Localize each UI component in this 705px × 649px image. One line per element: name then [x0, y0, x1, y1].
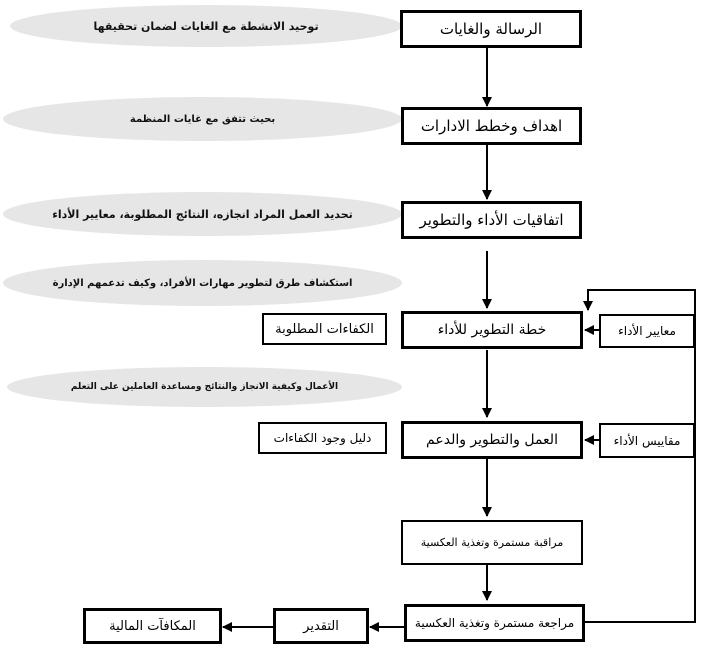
note-define-work: تحديد العمل المراد انجازه، النتائج المطلوبة، معايير الأداء — [3, 192, 402, 236]
note-explore-skills: استكشاف طرق لتطوير مهارات الأفراد، وكيف تدعمهم الإدارة — [3, 260, 402, 306]
box-performance-criteria: معايير الأداء — [599, 314, 695, 348]
step-financial-rewards: المكافآت المالية — [83, 608, 222, 644]
box-performance-measures: مقاييس الأداء — [599, 423, 695, 458]
box-competency-evidence: دليل وجود الكفاءات — [258, 422, 387, 454]
note-match-org-goals: بحيث تتفق مع غايات المنظمة — [3, 97, 402, 141]
step-department-goals: اهداف وخطط الادارات — [401, 107, 582, 145]
step-performance-agreements: اتفاقيات الأداء والتطوير — [401, 201, 582, 239]
note-work-learning: الأعمال وكيفية الانجاز والنتائج ومساعدة العاملين على التعلم — [7, 367, 402, 407]
step-development-plan: خطة التطوير للأداء — [401, 311, 583, 349]
step-mission-and-goals: الرسالة والغايات — [400, 10, 582, 48]
step-work-and-support: العمل والتطوير والدعم — [401, 421, 583, 459]
note-align-activities: توحيد الانشطة مع الغايات لضمان تحقيقها — [10, 5, 402, 47]
step-monitoring: مراقبة مستمرة وتغذية العكسية — [401, 520, 583, 565]
step-appraisal: التقدير — [273, 608, 369, 644]
step-review: مراجعة مستمرة وتغذية العكسية — [404, 604, 585, 642]
box-required-competencies: الكفاءات المطلوبة — [262, 313, 387, 345]
